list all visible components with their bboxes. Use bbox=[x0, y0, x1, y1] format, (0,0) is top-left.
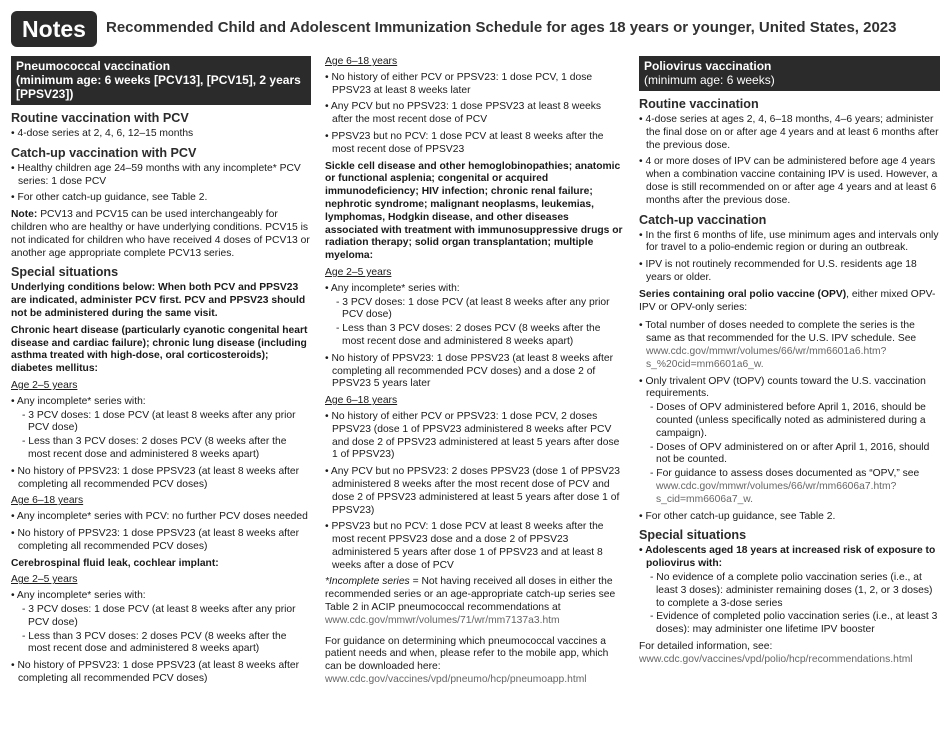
section-title: Poliovirus vaccination bbox=[644, 59, 772, 73]
list-item: • PPSV23 but no PCV: 1 dose PCV at least 8 weeks after the most recent PPSV23 dose and a dose 2 of PPSV23 administered 5 years after dose 1 of PPSV23 and at least 8 weeks after a dose of PCV bbox=[325, 521, 624, 572]
mmwr-link[interactable]: www.cdc.gov/mmwr/volumes/66/wr/mm6601a6.htm?s_%20cid=mm6601a6_w. bbox=[646, 345, 887, 370]
opv-text: , either mixed OPV-IPV or OPV-only series: bbox=[639, 288, 936, 313]
sub-item: - 3 PCV doses: 1 dose PCV (at least 8 weeks after any prior PCV dose) bbox=[331, 297, 624, 323]
note-paragraph bbox=[11, 209, 311, 260]
heading-catchup: Catch-up vaccination bbox=[639, 212, 767, 227]
sub-item: - Less than 3 PCV doses: 2 doses PCV (8 weeks after the most recent dose and administered 8 weeks apart) bbox=[331, 323, 624, 349]
list-item: • 4-dose series at 2, 4, 6, 12–15 months bbox=[11, 128, 311, 141]
heading-routine: Routine vaccination with PCV bbox=[11, 111, 189, 125]
list-item: • No history of either PCV or PPSV23: 1 dose PCV, 2 doses PPSV23 (dose 1 of PPSV23 administered 8 weeks after PCV and dose 2 of PPSV23 administered at least 5 years after dose 1 of PPSV23) bbox=[325, 411, 624, 462]
dash-group bbox=[639, 572, 940, 637]
list-item: • Only trivalent OPV (tOPV) counts toward the U.S. vaccination requirements. bbox=[639, 376, 940, 402]
guidance-text: For guidance on determining which pneumococcal vaccines a patient needs and when, please refer to the mobile app, which can be downloaded here: bbox=[325, 635, 609, 673]
column-poliovirus bbox=[639, 56, 940, 670]
chronic-conditions: Chronic heart disease (particularly cyanotic congenital heart disease and cardiac failure); chronic lung disease (including asthma treated with high-dose, oral corticosteroids); diabetes mellitus: bbox=[11, 324, 308, 375]
incomplete-footnote bbox=[325, 576, 624, 627]
section-title: Pneumococcal vaccination bbox=[16, 59, 171, 73]
age-group-label: Age 6–18 years bbox=[325, 56, 398, 67]
section-subtitle: (minimum age: 6 weeks [PCV13], [PCV15], 2 years [PPSV23]) bbox=[16, 73, 301, 101]
list-item: • Any incomplete* series with: bbox=[325, 283, 624, 296]
list-item: • IPV is not routinely recommended for U.S. residents age 18 years or older. bbox=[639, 259, 940, 285]
detailed-text: For detailed information, see: bbox=[639, 640, 773, 652]
sub-item: - Less than 3 PCV doses: 2 doses PCV (8 weeks after the most recent dose and administered 8 weeks apart) bbox=[17, 631, 311, 657]
csf-conditions: Cerebrospinal fluid leak, cochlear implant: bbox=[11, 557, 219, 569]
list-item: • No history of PPSV23: 1 dose PPSV23 (at least 8 weeks after completing all recommended PCV doses) bbox=[11, 528, 311, 554]
sub-item: - Evidence of completed polio vaccination series (i.e., at least 3 doses): may administer one lifetime IPV booster bbox=[645, 611, 940, 637]
acip-link[interactable]: www.cdc.gov/mmwr/volumes/71/wr/mm7137a3.htm bbox=[325, 614, 560, 626]
sub-item: - Doses of OPV administered on or after April 1, 2016, should not be counted. bbox=[645, 442, 940, 468]
list-item: • No history of PPSV23: 1 dose PPSV23 (at least 8 weeks after completing all recommended PCV doses) bbox=[11, 660, 311, 686]
heading-catchup: Catch-up vaccination with PCV bbox=[11, 145, 197, 160]
list-item: • Any incomplete* series with: bbox=[11, 590, 311, 603]
age-group-label: Age 2–5 years bbox=[11, 574, 78, 586]
list-item: • Any PCV but no PPSV23: 2 doses PPSV23 (dose 1 of PPSV23 administered 8 weeks after the most recent dose of PCV and dose 2 of PPSV23 administered at least 5 years after dose 1 of PPSV23) bbox=[325, 466, 624, 517]
heading-special: Special situations bbox=[639, 528, 747, 543]
column-pneumococcal bbox=[11, 56, 311, 690]
sub-item: - 3 PCV doses: 1 dose PCV (at least 8 weeks after any prior PCV dose) bbox=[17, 604, 311, 630]
age-group-label: Age 6–18 years bbox=[325, 395, 398, 407]
list-item: • Any PCV but no PPSV23: 1 dose PPSV23 at least 8 weeks after the most recent dose of PCV bbox=[325, 101, 624, 127]
note-label: Note: bbox=[11, 209, 38, 221]
list-item: • Adolescents aged 18 years at increased risk of exposure to poliovirus with: bbox=[639, 545, 940, 571]
column-pneumococcal-continued bbox=[325, 56, 624, 691]
sub-item: - 3 PCV doses: 1 dose PCV (at least 8 weeks after any prior PCV dose) bbox=[17, 410, 311, 436]
sub-item-text: For guidance to assess doses documented as “OPV,” see bbox=[656, 468, 920, 480]
list-item: • 4-dose series at ages 2, 4, 6–18 months, 4–6 years; administer the final dose on or after age 4 years and at least 6 months after the previous dose. bbox=[639, 114, 940, 152]
sub-item: - No evidence of a complete polio vaccination series (i.e., at least 3 doses): administer remaining doses (1, 2, or 3 doses) to complete a 3-dose series bbox=[645, 572, 940, 610]
detailed-info bbox=[639, 641, 940, 667]
list-item: • No history of PPSV23: 1 dose PPSV23 (at least 8 weeks after completing all recommended PCV doses) and a dose 2 of PPSV23 5 years later bbox=[325, 353, 624, 391]
list-item: • No history of either PCV or PPSV23: 1 dose PCV, 1 dose PPSV23 at least 8 weeks later bbox=[325, 72, 624, 98]
sub-item bbox=[645, 468, 940, 506]
dash-group bbox=[11, 604, 311, 656]
heading-special: Special situations bbox=[11, 265, 119, 280]
list-item: • PPSV23 but no PCV: 1 dose PCV at least 8 weeks after the most recent dose of PPSV23 bbox=[325, 131, 624, 157]
heading-routine: Routine vaccination bbox=[639, 97, 759, 111]
document-title: Recommended Child and Adolescent Immunization Schedule for ages 18 years or younger, United States, 2023 bbox=[106, 19, 897, 36]
sub-item: - Less than 3 PCV doses: 2 doses PCV (8 weeks after the most recent dose and administered 8 weeks apart) bbox=[17, 436, 311, 462]
list-item: • For other catch-up guidance, see Table 2. bbox=[11, 192, 311, 205]
list-item-text: Total number of doses needed to complete the series is the same as that recommended for the U.S. IPV schedule. See bbox=[645, 320, 917, 345]
footnote-text: = Not having received all doses in either the recommended series or an age-appropriate catch-up series see Table 2 in ACIP pneumococcal recommendations at bbox=[325, 576, 616, 614]
age-group-label: Age 2–5 years bbox=[11, 379, 78, 391]
underlying-conditions: Underlying conditions below: When both PCV and PPSV23 are indicated, administer PCV first. PCV and PPSV23 should not be administered during the same visit. bbox=[11, 282, 306, 319]
opv-guidance-link[interactable]: www.cdc.gov/mmwr/volumes/66/wr/mm6606a7.htm?s_cid=mm6606a7_w. bbox=[656, 480, 897, 505]
guidance-paragraph bbox=[325, 636, 624, 687]
list-item: • Any incomplete* series with: bbox=[11, 396, 311, 409]
sub-item: - Doses of OPV administered before April 1, 2016, should be counted (unless specifically noted as administered during a campaign). bbox=[645, 402, 940, 440]
dash-group bbox=[325, 297, 624, 349]
footnote-term: *Incomplete series bbox=[325, 576, 410, 588]
list-item bbox=[639, 320, 940, 371]
list-item: • In the first 6 months of life, use minimum ages and intervals only for travel to a polio-endemic region or during an outbreak. bbox=[639, 230, 940, 256]
list-item: • Healthy children age 24–59 months with any incomplete* PCV series: 1 dose PCV bbox=[11, 163, 311, 189]
age-group-label: Age 6–18 years bbox=[11, 495, 84, 507]
section-subtitle: (minimum age: 6 weeks) bbox=[644, 73, 775, 87]
note-text: PCV13 and PCV15 can be used interchangeably for children who are healthy or have underlying conditions. PCV15 is not indicated for children who have received 4 doses of PCV13 or another age appropriate complete PCV13 series. bbox=[11, 209, 310, 259]
sickle-cell-conditions: Sickle cell disease and other hemoglobinopathies; anatomic or functional asplenia; congenital or acquired immunodeficiency; HIV infection; chronic renal failure; nephrotic syndrome; malignant neoplasms, leukemias, lymphomas, Hodgkin disease, and other diseases associated with treatment with immunosuppressive drugs or radiation therapy; solid organ transplantation; multiple myeloma: bbox=[325, 160, 623, 262]
section-header-pneumococcal bbox=[11, 56, 311, 105]
age-group-label: Age 2–5 years bbox=[325, 266, 392, 278]
polio-recommendations-link[interactable]: www.cdc.gov/vaccines/vpd/polio/hcp/recommendations.html bbox=[639, 653, 913, 665]
list-item: • Any incomplete* series with PCV: no further PCV doses needed bbox=[11, 511, 311, 524]
opv-label: Series containing oral polio vaccine (OPV) bbox=[639, 288, 847, 300]
dash-group bbox=[11, 410, 311, 462]
pneumo-app-link[interactable]: www.cdc.gov/vaccines/vpd/pneumo/hcp/pneumoapp.html bbox=[325, 674, 587, 686]
opv-paragraph bbox=[639, 289, 940, 315]
notes-badge: Notes bbox=[11, 11, 97, 47]
section-header-poliovirus bbox=[639, 56, 940, 91]
list-item: • No history of PPSV23: 1 dose PPSV23 (at least 8 weeks after completing all recommended PCV doses) bbox=[11, 466, 311, 492]
dash-group bbox=[639, 402, 940, 506]
list-item: • For other catch-up guidance, see Table 2. bbox=[639, 511, 940, 524]
page-header bbox=[11, 11, 941, 49]
list-item: • 4 or more doses of IPV can be administered before age 4 years when a combination vaccine containing IPV is used. However, a dose is still recommended on or after age 4 years and at least 6 months after the previous dose. bbox=[639, 156, 940, 207]
